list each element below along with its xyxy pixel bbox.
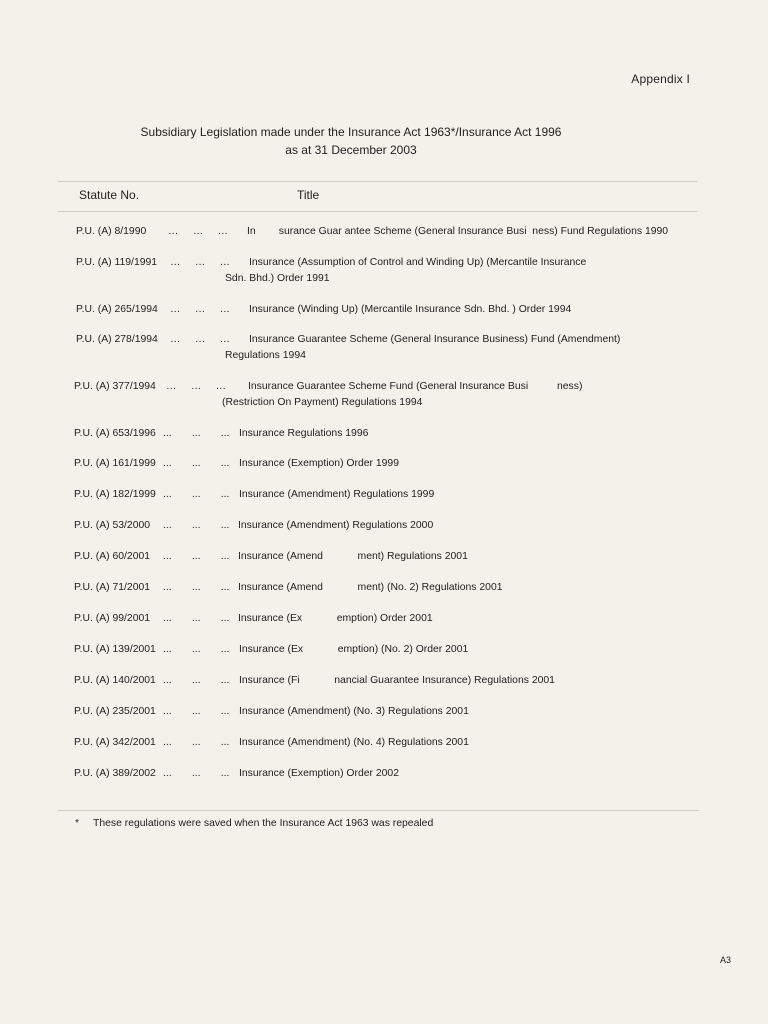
appendix-label: Appendix I <box>631 72 690 86</box>
regulation-title: Insurance (Amendment) Regulations 1999 <box>239 489 435 500</box>
dot-leader: ... ... ... <box>163 489 230 500</box>
regulation-title: Insurance (Amendment) (No. 4) Regulations 2001 <box>239 737 469 748</box>
statute-number: P.U. (A) 182/1999 <box>74 489 156 500</box>
statute-number: P.U. (A) 53/2000 <box>74 520 151 531</box>
table-row <box>0 518 768 534</box>
table-row <box>0 642 768 658</box>
table-row <box>0 580 768 596</box>
regulation-title: Insurance (Amend ment) Regulations 2001 <box>238 551 468 562</box>
dot-leader: ... ... ... <box>163 551 230 562</box>
dot-leader: … … … <box>170 257 231 268</box>
column-header-statute: Statute No. <box>79 188 140 202</box>
dot-leader: ... ... ... <box>163 458 230 469</box>
statute-number: P.U. (A) 140/2001 <box>74 675 156 686</box>
statute-number: P.U. (A) 119/1991 <box>76 257 158 268</box>
statute-number: P.U. (A) 99/2001 <box>74 613 151 624</box>
dot-leader: ... ... ... <box>163 520 230 531</box>
statute-number: P.U. (A) 278/1994 <box>76 334 158 345</box>
statute-number: P.U. (A) 235/2001 <box>74 706 156 717</box>
dot-leader: ... ... ... <box>163 768 230 779</box>
regulation-title: Insurance Regulations 1996 <box>239 428 369 439</box>
table-row <box>0 673 768 689</box>
footnote-marker: * <box>75 818 80 829</box>
statute-number: P.U. (A) 161/1999 <box>74 458 156 469</box>
table-row <box>0 766 768 782</box>
statute-number: P.U. (A) 71/2001 <box>74 582 151 593</box>
footnote-text: These regulations were saved when the Insurance Act 1963 was repealed <box>93 818 434 829</box>
dot-leader: ... ... ... <box>163 582 230 593</box>
regulation-title-continued: Regulations 1994 <box>225 349 306 361</box>
statute-number: P.U. (A) 139/2001 <box>74 644 156 655</box>
regulation-title: Insurance (Winding Up) (Mercantile Insurance Sdn. Bhd. ) Order 1994 <box>249 304 572 315</box>
table-row <box>0 487 768 503</box>
page-subtitle: as at 31 December 2003 <box>285 143 417 157</box>
dot-leader: ... ... ... <box>163 737 230 748</box>
table-row <box>0 735 768 751</box>
table-bottom-rule <box>58 810 699 811</box>
regulation-title: Insurance (Amendment) Regulations 2000 <box>238 520 434 531</box>
regulation-title: Insurance Guarantee Scheme (General Insurance Business) Fund (Amendment) <box>249 334 621 345</box>
regulation-title: Insurance (Assumption of Control and Winding Up) (Mercantile Insurance <box>249 257 587 268</box>
table-row <box>0 456 768 472</box>
statute-number: P.U. (A) 8/1990 <box>76 226 147 237</box>
regulation-title-continued: Sdn. Bhd.) Order 1991 <box>225 272 330 284</box>
dot-leader: ... ... ... <box>163 675 230 686</box>
table-row <box>0 549 768 565</box>
table-row <box>0 611 768 627</box>
dot-leader: ... ... ... <box>163 644 230 655</box>
table-row <box>0 302 768 318</box>
table-top-rule <box>58 181 697 182</box>
regulation-title: Insurance (Ex emption) (No. 2) Order 2001 <box>239 644 469 655</box>
regulation-title: Insurance (Amend ment) (No. 2) Regulations 2001 <box>238 582 503 593</box>
regulation-title: Insurance (Exemption) Order 1999 <box>239 458 399 469</box>
page-title: Subsidiary Legislation made under the Insurance Act 1963*/Insurance Act 1996 <box>140 125 562 139</box>
table-row <box>0 255 768 287</box>
dot-leader: … … … <box>170 334 231 345</box>
regulation-title: Insurance Guarantee Scheme Fund (General Insurance Busi ness) <box>248 381 583 392</box>
page-number: A3 <box>719 955 731 965</box>
table-row <box>0 704 768 720</box>
table-row <box>0 379 768 411</box>
statute-number: P.U. (A) 389/2002 <box>74 768 156 779</box>
table-row <box>0 224 768 240</box>
statute-number: P.U. (A) 377/1994 <box>74 381 156 392</box>
dot-leader: ... ... ... <box>163 428 230 439</box>
dot-leader: ... ... ... <box>163 706 230 717</box>
table-row <box>0 332 768 364</box>
dot-leader: … … … <box>166 381 227 392</box>
column-header-title: Title <box>297 188 320 202</box>
regulation-title: Insurance (Ex emption) Order 2001 <box>238 613 433 624</box>
regulation-title: Insurance (Amendment) (No. 3) Regulations 2001 <box>239 706 469 717</box>
regulation-title: In surance Guar antee Scheme (General Insurance Busi ness) Fund Regulations 1990 <box>247 226 669 237</box>
regulation-title: Insurance (Fi nancial Guarantee Insurance) Regulations 2001 <box>239 675 555 686</box>
header-bottom-rule <box>58 211 697 212</box>
regulation-title-continued: (Restriction On Payment) Regulations 1994 <box>222 396 423 408</box>
statute-number: P.U. (A) 342/2001 <box>74 737 156 748</box>
table-row <box>0 426 768 442</box>
dot-leader: ... ... ... <box>163 613 230 624</box>
regulation-title: Insurance (Exemption) Order 2002 <box>239 768 399 779</box>
statute-number: P.U. (A) 653/1996 <box>74 428 156 439</box>
statute-number: P.U. (A) 265/1994 <box>76 304 158 315</box>
dot-leader: … … … <box>170 304 231 315</box>
dot-leader: … … … <box>168 226 229 237</box>
statute-number: P.U. (A) 60/2001 <box>74 551 151 562</box>
